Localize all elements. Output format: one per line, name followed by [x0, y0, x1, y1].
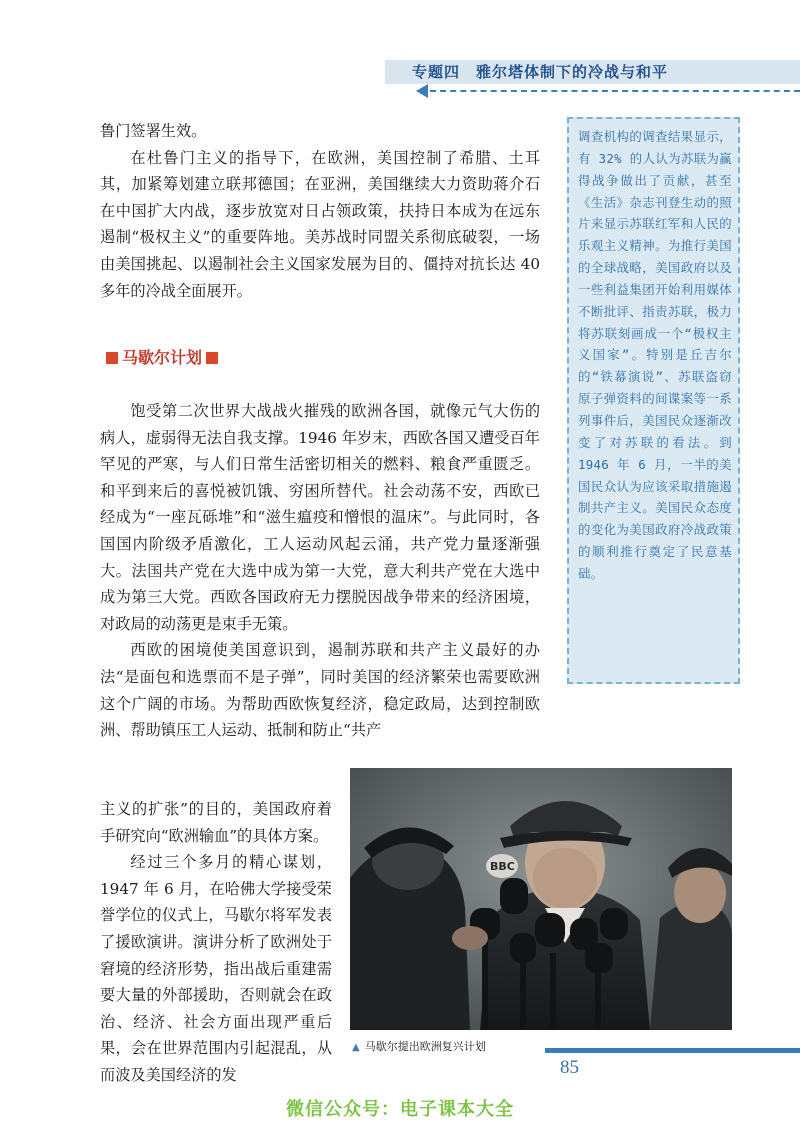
square-bullet-icon [106, 352, 118, 364]
marshall-photo [350, 768, 732, 1030]
paragraph: 饱受第二次世界大战战火摧残的欧洲各国，就像元气大伤的病人，虚弱得无法自我支撑。1946 年岁末，西欧各国又遭受百年罕见的严寒，与人们日常生活密切相关的燃料、粮食严重匮乏。和平到来后的喜悦被饥饿、穷困所替代。社会动荡不安，西欧已经成为“一座瓦砾堆”和“滋生瘟疫和憎恨的温床”。与此同时，各国国内阶级矛盾激化，工人运动风起云涌，共产党力量逐渐强大。法国共产党在大选中成为第一大党，意大利共产党在大选中成为第三大党。西欧各国政府无力摆脱因战争带来的经济困境，对政局的动荡更是束手无策。 [100, 402, 540, 633]
photo-caption [352, 1038, 486, 1054]
sidebar-note-text: 调查机构的调查结果显示，有 32% 的人认为苏联为赢得战争做出了贡献，甚至《生活》杂志刊登生动的照片来显示苏联红军和人民的乐观主义精神。为推行美国的全球战略，美国政府以及一些利益集团开始利用媒体不断批评、指责苏联，极力将苏联刻画成一个“极权主义国家”。特别是丘吉尔的“铁幕演说”、苏联盗窃原子弹资料的间谍案等一系列事件后，美国民众逐渐改变了对苏联的看法。到 1946 年 6 月，一半的美国民众认为应该采取措施遏制共产主义。美国民众态度的变化为美国政府冷战政策的顺利推行奠定了民意基础。 [578, 129, 732, 581]
section-heading-text: 马歇尔计划 [122, 348, 203, 367]
photo-caption-text: 马歇尔提出欧洲复兴计划 [364, 1040, 486, 1053]
paragraph: 西欧的困境使美国意识到，遏制苏联和共产主义最好的办法“是面包和选票而不是子弹”，同时美国的经济繁荣也需要欧洲这个广阔的市场。为帮助西欧恢复经济，稳定政局，达到控制欧洲、帮助镇压工人运动、抵制和防止“共产 [100, 641, 540, 740]
footer-bar [545, 1048, 800, 1053]
paragraph: 在杜鲁门主义的指导下，在欧洲，美国控制了希腊、土耳其，加紧筹划建立联邦德国；在亚洲，美国继续大力资助蒋介石在中国扩大内战，逐步放宽对日占领政策，扶持日本成为在远东遏制“极权主义”的重要阵地。美苏战时同盟关系彻底破裂，一场由美国挑起、以遏制社会主义国家发展为目的、僵持对抗长达 40 多年的冷战全面展开。 [100, 148, 540, 300]
header-arrow-icon [416, 84, 428, 98]
triangle-icon: ▲ [352, 1042, 360, 1053]
body-text-narrow [100, 796, 332, 1089]
page-number: 85 [560, 1057, 579, 1078]
paragraph: 经过三个多月的精心谋划，1947 年 6 月，在哈佛大学接受荣誉学位的仪式上，马歇尔将军发表了援欧演讲。演讲分析了欧洲处于窘境的经济形势，指出战后重建需要大量的外部援助，否则就会在政治、经济、社会方面出现严重后果，会在世界范围内引起混乱，从而波及美国经济的发 [100, 853, 332, 1084]
paragraph: 鲁门签署生效。 [100, 122, 207, 140]
body-text-top [100, 118, 540, 304]
body-text-middle [100, 398, 540, 744]
watermark: 微信公众号：电子课本大全 [286, 1099, 514, 1120]
chapter-title: 专题四 雅尔塔体制下的冷战与和平 [412, 63, 669, 81]
bbc-mic-label: BBC [490, 860, 515, 873]
section-heading [102, 345, 222, 368]
photo-illustration [350, 768, 732, 1030]
paragraph: 主义的扩张”的目的，美国政府着手研究向“欧洲输血”的具体方案。 [100, 800, 332, 845]
header-divider [430, 90, 800, 92]
square-bullet-icon [206, 352, 218, 364]
